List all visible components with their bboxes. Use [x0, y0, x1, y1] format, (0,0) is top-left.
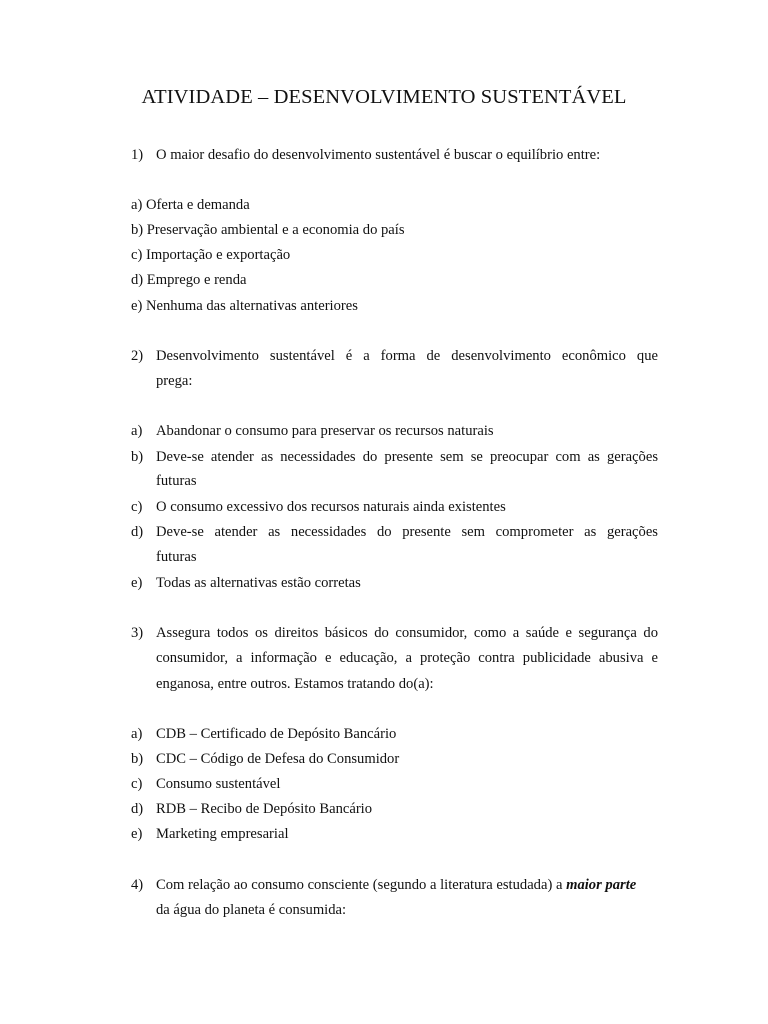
q2-text-line2: prega: [156, 373, 193, 389]
q3-option-d-text: RDB – Recibo de Depósito Bancário [156, 801, 373, 817]
q1-option-c: c) Importação e exportação [131, 247, 291, 263]
q2-option-d-line1: Deve-se atender as necessidades do presente sem comprometer as gerações [156, 524, 658, 540]
q3-option-d-letter: d) [131, 801, 144, 817]
q1-text: O maior desafio do desenvolvimento sustentável é buscar o equilíbrio entre: [156, 147, 601, 163]
q2-option-c-letter: c) [131, 499, 143, 515]
q1-option-e: e) Nenhuma das alternativas anteriores [131, 298, 358, 314]
q3-option-e-text: Marketing empresarial [156, 826, 289, 842]
q3-option-b-letter: b) [131, 751, 144, 767]
q3-option-a-letter: a) [131, 726, 143, 742]
q4-emphasis: maior parte [566, 877, 637, 893]
q2-option-b-letter: b) [131, 449, 144, 465]
q4-number: 4) [131, 877, 144, 893]
q4-text-line1-start: Com relação ao consumo consciente (segundo a literatura estudada) a [156, 877, 567, 893]
q2-option-d-letter: d) [131, 524, 144, 540]
q2-option-e-letter: e) [131, 575, 143, 591]
q2-number: 2) [131, 348, 144, 364]
q2-option-a-letter: a) [131, 423, 143, 439]
q3-option-c-letter: c) [131, 776, 143, 792]
q3-text-line3: enganosa, entre outros. Estamos tratando do(a): [156, 676, 434, 692]
q2-option-a-text: Abandonar o consumo para preservar os recursos naturais [156, 423, 494, 439]
q1-number: 1) [131, 147, 144, 163]
q1-option-b: b) Preservação ambiental e a economia do país [131, 222, 405, 238]
q3-option-a-text: CDB – Certificado de Depósito Bancário [156, 726, 397, 742]
page-title: ATIVIDADE – DESENVOLVIMENTO SUSTENTÁVEL [141, 86, 627, 108]
q2-option-b-line1: Deve-se atender as necessidades do presente sem se preocupar com as gerações [156, 449, 658, 465]
q4-text-line1 [156, 876, 636, 894]
q2-option-b-line2: futuras [156, 473, 197, 489]
q3-option-e-letter: e) [131, 826, 143, 842]
q3-option-b-text: CDC – Código de Defesa do Consumidor [156, 751, 400, 767]
q2-option-e-text: Todas as alternativas estão corretas [156, 575, 361, 591]
q2-option-c-text: O consumo excessivo dos recursos naturais ainda existentes [156, 499, 506, 515]
q3-number: 3) [131, 625, 144, 641]
q1-option-a: a) Oferta e demanda [131, 197, 250, 213]
q3-text-line1: Assegura todos os direitos básicos do consumidor, como a saúde e segurança do [156, 625, 658, 641]
q2-text-line1: Desenvolvimento sustentável é a forma de desenvolvimento econômico que [156, 348, 658, 364]
q3-text-line2: consumidor, a informação e educação, a proteção contra publicidade abusiva e [156, 650, 658, 666]
q3-option-c-text: Consumo sustentável [156, 776, 281, 792]
q4-text-line2: da água do planeta é consumida: [156, 902, 347, 918]
q1-option-d: d) Emprego e renda [131, 272, 247, 288]
q2-option-d-line2: futuras [156, 549, 197, 565]
